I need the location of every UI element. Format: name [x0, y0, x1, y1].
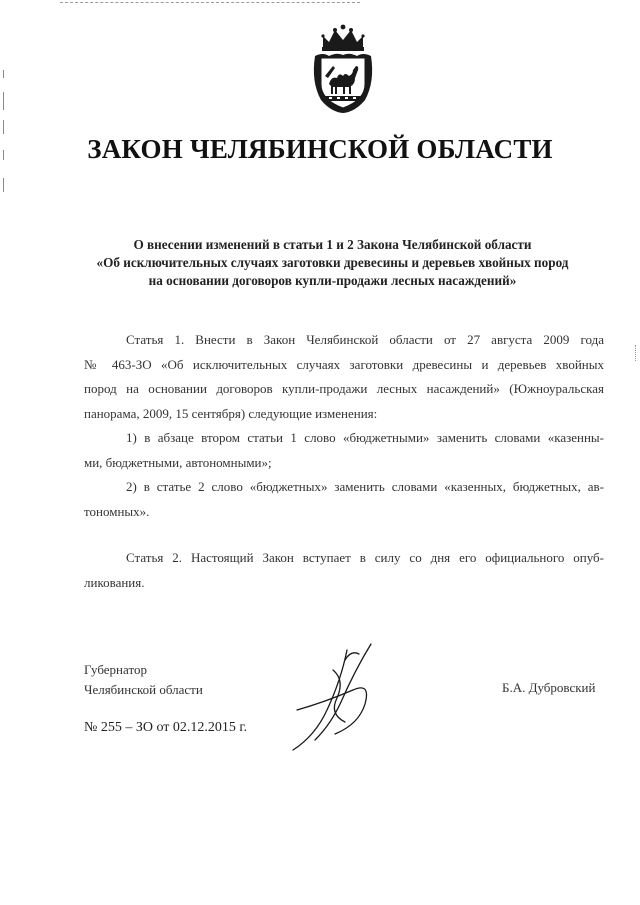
article-1-line: пород на основании договоров купли-продажи лесных насаждений» (Южноуральская [84, 381, 604, 396]
article-2 [84, 546, 604, 595]
article-1-line: панорама, 2009, 15 сентября) следующие изменения: [84, 405, 378, 421]
signatory-position-line: Челябинской области [84, 682, 203, 697]
scan-artifact-tick [3, 178, 4, 192]
article-1-line: Статья 1. Внести в Закон Челябинской области от 27 августа 2009 года [126, 332, 604, 347]
signatory-position [84, 660, 203, 700]
article-1-item-1-line: 1) в абзаце втором статьи 1 слово «бюджетными» заменить словами «казенны- [126, 430, 604, 445]
subtitle-line: «Об исключительных случаях заготовки древесины и деревьев хвойных пород [96, 255, 569, 270]
article-2-line: ликования. [84, 574, 145, 590]
coat-of-arms-emblem [309, 22, 377, 114]
article-1 [84, 328, 604, 524]
scan-artifact-tick [3, 70, 4, 78]
scan-artifact-tick [3, 120, 4, 134]
article-2-line: Статья 2. Настоящий Закон вступает в силу со дня его официального опуб- [126, 550, 604, 565]
scan-artifact-dots [635, 345, 638, 361]
scan-artifact-line [60, 2, 360, 3]
signatory-name: Б.А. Дубровский [502, 680, 596, 695]
law-number: № 255 – ЗО от 02.12.2015 г. [84, 720, 248, 735]
subtitle-line: О внесении изменений в статьи 1 и 2 Закона Челябинской области [133, 237, 532, 252]
handwritten-signature [275, 640, 385, 760]
article-1-item-1-line: ми, бюджетными, автономными»; [84, 454, 272, 470]
document-subtitle [60, 236, 605, 290]
article-1-line: № 463-ЗО «Об исключительных случаях заготовки древесины и деревьев хвойных [84, 356, 604, 372]
signatory-position-line: Губернатор [84, 662, 147, 677]
article-1-item-2-line: тономных». [84, 503, 150, 519]
article-1-item-2-line: 2) в статье 2 слово «бюджетных» заменить словами «казенных, бюджетных, ав- [126, 479, 604, 494]
document-title: ЗАКОН ЧЕЛЯБИНСКОЙ ОБЛАСТИ [87, 134, 553, 164]
subtitle-line: на основании договоров купли-продажи лесных насаждений» [148, 273, 517, 288]
scan-artifact-tick [3, 92, 4, 110]
